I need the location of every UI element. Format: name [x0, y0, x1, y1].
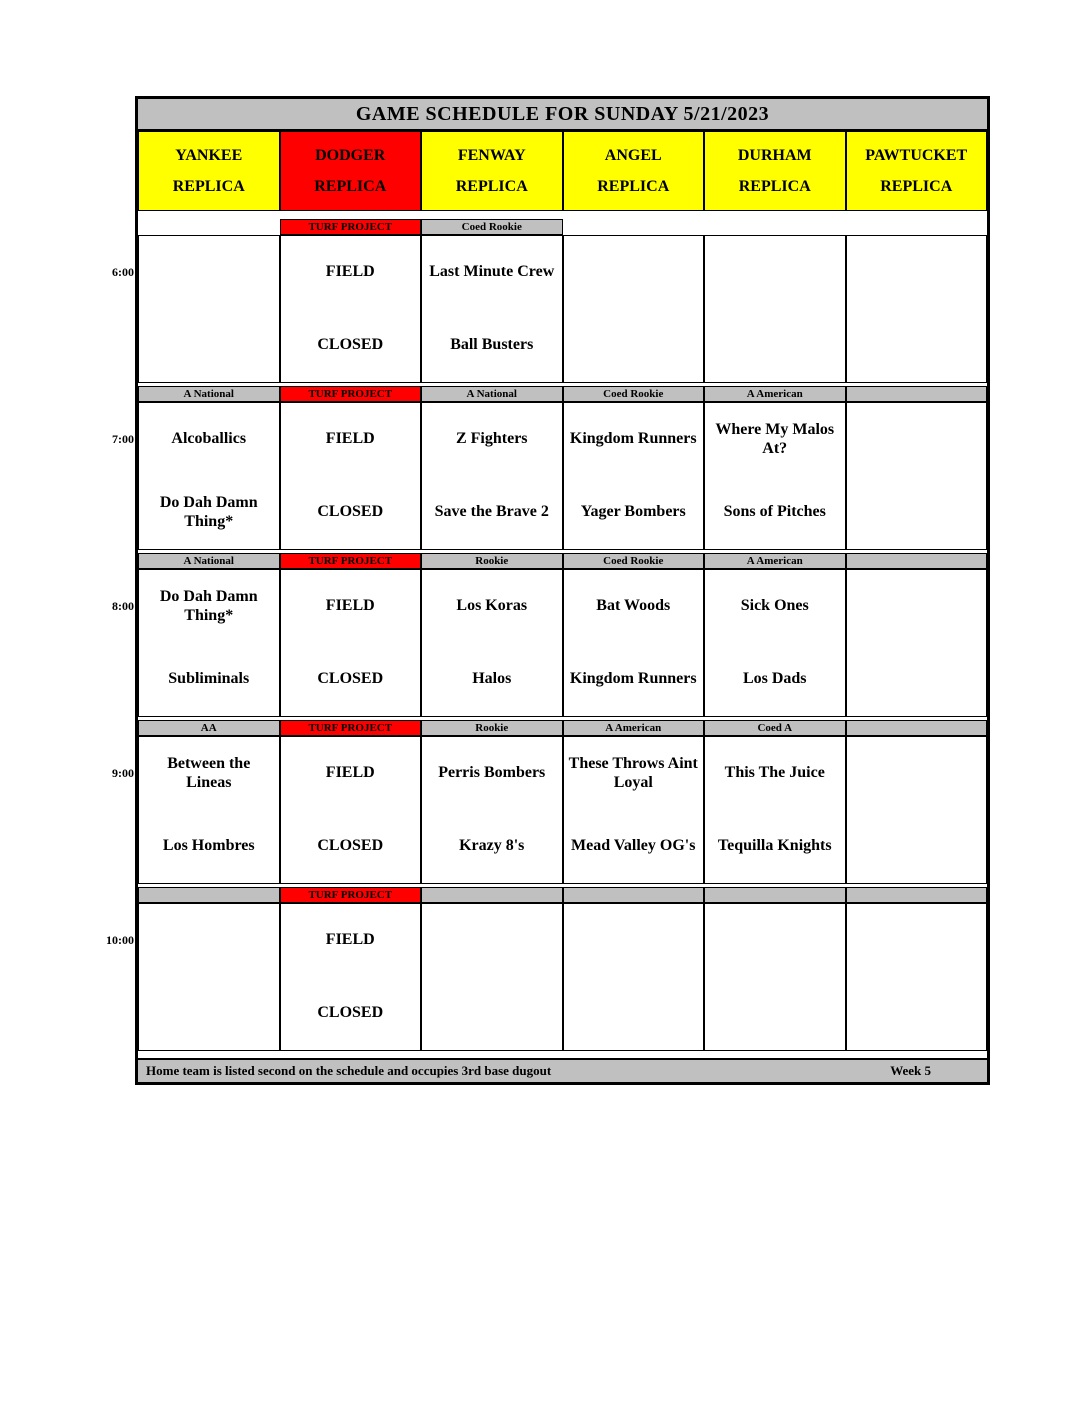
home-team: [847, 643, 987, 716]
away-team: Sick Ones: [740, 597, 809, 615]
away-team: Last Minute Crew: [429, 263, 555, 281]
game-row-600: [138, 235, 987, 383]
field-closed-cell: [280, 402, 422, 550]
away-team: Bat Woods: [596, 597, 671, 615]
division-cell: A American: [704, 386, 846, 402]
division-row-600: [138, 219, 987, 235]
field-header-angel: [563, 131, 705, 211]
time-label-800: 8:00: [112, 599, 134, 613]
home-team: [705, 977, 845, 1050]
division-cell: Rookie: [421, 553, 563, 569]
away-team: Kingdom Runners: [569, 430, 697, 448]
division-cell: Coed Rookie: [563, 553, 705, 569]
division-cell: A American: [563, 720, 705, 736]
field-status-top: FIELD: [325, 597, 375, 615]
division-cell: A National: [138, 553, 280, 569]
away-team: Perris Bombers: [438, 764, 546, 782]
game-row-1000: [138, 903, 987, 1051]
away-team: [847, 737, 987, 810]
home-team: [847, 309, 987, 382]
division-cell: A American: [704, 553, 846, 569]
time-label-900: 9:00: [112, 766, 134, 780]
division-cell: [846, 386, 988, 402]
field-type: REPLICA: [314, 177, 387, 195]
division-cell: [138, 887, 280, 903]
game-cell: [846, 402, 988, 550]
away-team: Alcoballics: [171, 430, 247, 448]
field-header-durham: [704, 131, 846, 211]
field-type: REPLICA: [455, 177, 528, 195]
field-status-bottom: CLOSED: [317, 670, 384, 688]
home-team: [847, 810, 987, 883]
footer-note: Home team is listed second on the schedule and occupies 3rd base dugout: [146, 1063, 552, 1078]
home-team: Los Hombres: [162, 837, 255, 855]
division-cell: [846, 720, 988, 736]
spacer: [138, 211, 987, 219]
turf-project-cell: TURF PROJECT: [280, 386, 422, 402]
game-cell: [563, 402, 705, 550]
field-header-pawtucket: [846, 131, 988, 211]
game-cell: [138, 402, 280, 550]
division-row-1000: [138, 887, 987, 903]
division-cell: [704, 219, 846, 235]
away-team: Los Koras: [456, 597, 528, 615]
division-row-900: [138, 720, 987, 736]
away-team: [422, 904, 562, 977]
game-cell: [421, 235, 563, 383]
game-cell: [563, 569, 705, 717]
home-team: Mead Valley OG's: [571, 837, 696, 855]
game-cell: [704, 736, 846, 884]
game-cell: [421, 402, 563, 550]
field-closed-cell: [280, 569, 422, 717]
field-status-top: FIELD: [325, 430, 375, 448]
footer-bar: [138, 1058, 987, 1082]
game-row-900: [138, 736, 987, 884]
game-cell: [704, 569, 846, 717]
division-cell: [846, 887, 988, 903]
spacer: [138, 1051, 987, 1058]
away-team: Where My Malos At?: [715, 421, 835, 457]
division-cell: A National: [421, 386, 563, 402]
game-cell: [421, 903, 563, 1051]
field-header-fenway: [421, 131, 563, 211]
time-label-700: 7:00: [112, 432, 134, 446]
division-cell: [846, 219, 988, 235]
field-type: REPLICA: [172, 177, 245, 195]
field-closed-cell: [280, 736, 422, 884]
time-label-1000: 10:00: [106, 933, 134, 947]
home-team: [422, 977, 562, 1050]
away-team: Between the Lineas: [167, 755, 251, 791]
home-team: [564, 309, 704, 382]
home-team: Subliminals: [168, 670, 250, 688]
away-team: [847, 904, 987, 977]
away-team: [847, 403, 987, 476]
division-cell: AA: [138, 720, 280, 736]
away-team: [564, 904, 704, 977]
division-row-800: [138, 553, 987, 569]
away-team: [139, 236, 279, 309]
home-team: Ball Busters: [450, 336, 534, 354]
division-cell: [421, 887, 563, 903]
division-cell: Coed A: [704, 720, 846, 736]
field-name: YANKEE: [175, 146, 243, 164]
field-name: DODGER: [315, 146, 386, 164]
game-cell: [138, 736, 280, 884]
field-name: DURHAM: [737, 146, 812, 164]
game-cell: [563, 736, 705, 884]
home-team: [847, 977, 987, 1050]
field-status-bottom: CLOSED: [317, 837, 384, 855]
division-cell: Coed Rookie: [421, 219, 563, 235]
home-team: Los Dads: [742, 670, 807, 688]
turf-project-cell: TURF PROJECT: [280, 887, 422, 903]
home-team: Tequilla Knights: [717, 837, 832, 855]
page-title: GAME SCHEDULE FOR SUNDAY 5/21/2023: [138, 99, 987, 131]
game-cell: [704, 235, 846, 383]
away-team: [847, 236, 987, 309]
field-name: FENWAY: [457, 146, 526, 164]
away-team: [705, 904, 845, 977]
field-status-bottom: CLOSED: [317, 1004, 384, 1022]
home-team: [564, 977, 704, 1050]
game-cell: [563, 235, 705, 383]
division-cell: [846, 553, 988, 569]
turf-project-cell: TURF PROJECT: [280, 553, 422, 569]
home-team: Yager Bombers: [580, 503, 686, 521]
away-team: Do Dah Damn Thing*: [159, 588, 258, 624]
division-cell: [138, 219, 280, 235]
field-type: REPLICA: [880, 177, 953, 195]
time-label-600: 6:00: [112, 265, 134, 279]
away-team: [847, 570, 987, 643]
turf-project-cell: TURF PROJECT: [280, 219, 422, 235]
game-cell: [421, 569, 563, 717]
home-team: Halos: [472, 670, 512, 688]
schedule-table: [135, 96, 990, 1085]
field-header-yankee: [138, 131, 280, 211]
game-cell: [704, 903, 846, 1051]
field-status-top: FIELD: [325, 263, 375, 281]
home-team: Kingdom Runners: [569, 670, 697, 688]
game-cell: [846, 569, 988, 717]
division-cell: A National: [138, 386, 280, 402]
field-status-top: FIELD: [325, 931, 375, 949]
home-team: Krazy 8's: [459, 837, 525, 855]
division-cell: Rookie: [421, 720, 563, 736]
field-status-bottom: CLOSED: [317, 336, 384, 354]
away-team: [139, 904, 279, 977]
game-row-700: [138, 402, 987, 550]
division-cell: [563, 887, 705, 903]
home-team: [705, 309, 845, 382]
home-team: Save the Brave 2: [434, 503, 549, 521]
field-type: REPLICA: [738, 177, 811, 195]
away-team: [705, 236, 845, 309]
turf-project-cell: TURF PROJECT: [280, 720, 422, 736]
division-cell: Coed Rookie: [563, 386, 705, 402]
game-cell: [846, 235, 988, 383]
away-team: These Throws Aint Loyal: [568, 755, 698, 791]
home-team: [847, 476, 987, 549]
field-name: PAWTUCKET: [865, 146, 968, 164]
home-team: [139, 309, 279, 382]
away-team: [564, 236, 704, 309]
away-team: Z Fighters: [455, 430, 528, 448]
game-cell: [704, 402, 846, 550]
field-status-top: FIELD: [325, 764, 375, 782]
away-team: This The Juice: [724, 764, 825, 782]
game-cell: [138, 903, 280, 1051]
home-team: Do Dah Damn Thing*: [159, 494, 258, 530]
game-cell: [846, 903, 988, 1051]
home-team: [139, 977, 279, 1050]
division-cell: [563, 219, 705, 235]
field-status-bottom: CLOSED: [317, 503, 384, 521]
field-header-row: [138, 131, 987, 211]
division-cell: [704, 887, 846, 903]
field-header-dodger: [280, 131, 422, 211]
field-type: REPLICA: [597, 177, 670, 195]
week-label: Week 5: [890, 1063, 931, 1078]
game-row-800: [138, 569, 987, 717]
game-cell: [138, 569, 280, 717]
game-cell: [563, 903, 705, 1051]
field-closed-cell: [280, 903, 422, 1051]
home-team: Sons of Pitches: [723, 503, 826, 521]
field-name: ANGEL: [604, 146, 662, 164]
division-row-700: [138, 386, 987, 402]
game-cell: [421, 736, 563, 884]
field-closed-cell: [280, 235, 422, 383]
game-cell: [138, 235, 280, 383]
game-cell: [846, 736, 988, 884]
